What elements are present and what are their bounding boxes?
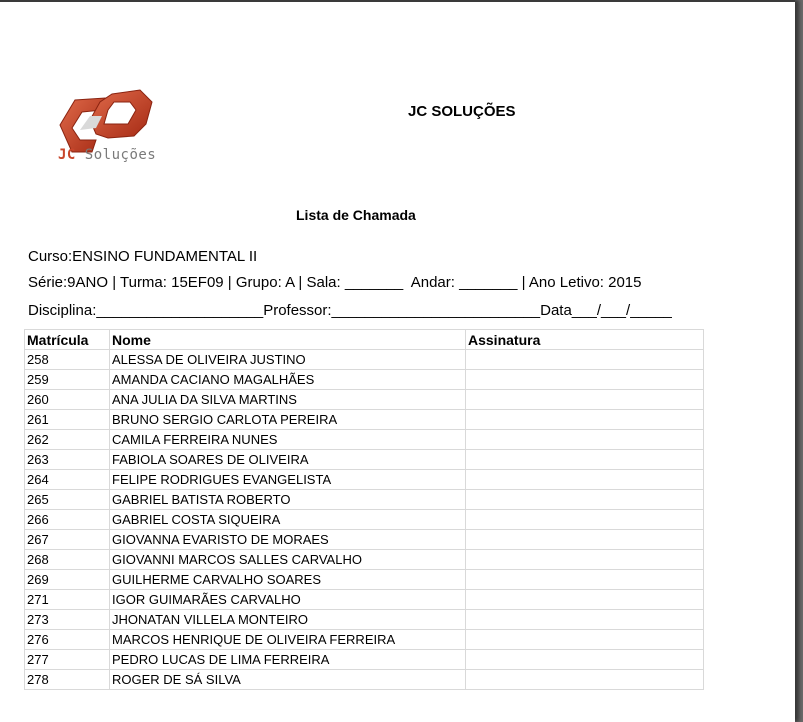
cell-matricula: 276 bbox=[25, 630, 110, 650]
attendance-table bbox=[24, 329, 704, 690]
logo-initials: JC bbox=[58, 147, 76, 163]
cell-nome: BRUNO SERGIO CARLOTA PEREIRA bbox=[110, 410, 466, 430]
table-row bbox=[25, 350, 704, 370]
table-row bbox=[25, 530, 704, 550]
cell-assinatura bbox=[466, 570, 704, 590]
cell-nome: MARCOS HENRIQUE DE OLIVEIRA FERREIRA bbox=[110, 630, 466, 650]
cell-nome: GUILHERME CARVALHO SOARES bbox=[110, 570, 466, 590]
cell-matricula: 258 bbox=[25, 350, 110, 370]
cell-nome: ANA JULIA DA SILVA MARTINS bbox=[110, 390, 466, 410]
logo-text bbox=[58, 147, 156, 163]
table-row bbox=[25, 410, 704, 430]
cell-assinatura bbox=[466, 510, 704, 530]
cell-matricula: 266 bbox=[25, 510, 110, 530]
cell-matricula: 262 bbox=[25, 430, 110, 450]
table-row bbox=[25, 450, 704, 470]
cell-assinatura bbox=[466, 490, 704, 510]
table-row bbox=[25, 470, 704, 490]
table-row bbox=[25, 590, 704, 610]
cell-assinatura bbox=[466, 610, 704, 630]
document-title: Lista de Chamada bbox=[296, 207, 416, 223]
table-row bbox=[25, 430, 704, 450]
cell-matricula: 259 bbox=[25, 370, 110, 390]
cell-matricula: 271 bbox=[25, 590, 110, 610]
cell-assinatura bbox=[466, 390, 704, 410]
cell-assinatura bbox=[466, 370, 704, 390]
cell-matricula: 269 bbox=[25, 570, 110, 590]
cell-matricula: 273 bbox=[25, 610, 110, 630]
cell-nome: AMANDA CACIANO MAGALHÃES bbox=[110, 370, 466, 390]
cell-nome: PEDRO LUCAS DE LIMA FERREIRA bbox=[110, 650, 466, 670]
cell-assinatura bbox=[466, 450, 704, 470]
cell-nome: IGOR GUIMARÃES CARVALHO bbox=[110, 590, 466, 610]
cell-matricula: 267 bbox=[25, 530, 110, 550]
logo-word: Soluções bbox=[84, 147, 157, 163]
cell-matricula: 263 bbox=[25, 450, 110, 470]
cell-assinatura bbox=[466, 350, 704, 370]
table-row bbox=[25, 390, 704, 410]
cell-assinatura bbox=[466, 410, 704, 430]
table-row bbox=[25, 510, 704, 530]
cell-nome: CAMILA FERREIRA NUNES bbox=[110, 430, 466, 450]
table-row bbox=[25, 570, 704, 590]
curso-line: Curso:ENSINO FUNDAMENTAL II bbox=[28, 248, 258, 265]
cell-matricula: 277 bbox=[25, 650, 110, 670]
company-name: JC SOLUÇÕES bbox=[408, 103, 516, 120]
cell-matricula: 264 bbox=[25, 470, 110, 490]
cell-matricula: 260 bbox=[25, 390, 110, 410]
table-row bbox=[25, 550, 704, 570]
table-row bbox=[25, 370, 704, 390]
cell-nome: ROGER DE SÁ SILVA bbox=[110, 670, 466, 690]
cell-matricula: 261 bbox=[25, 410, 110, 430]
table-header-row bbox=[25, 330, 704, 350]
table-row bbox=[25, 650, 704, 670]
cell-assinatura bbox=[466, 630, 704, 650]
table-row bbox=[25, 610, 704, 630]
cell-nome: FELIPE RODRIGUES EVANGELISTA bbox=[110, 470, 466, 490]
header-matricula: Matrícula bbox=[25, 330, 110, 350]
cell-nome: GIOVANNI MARCOS SALLES CARVALHO bbox=[110, 550, 466, 570]
cell-nome: GABRIEL BATISTA ROBERTO bbox=[110, 490, 466, 510]
cell-nome: ALESSA DE OLIVEIRA JUSTINO bbox=[110, 350, 466, 370]
cell-assinatura bbox=[466, 590, 704, 610]
disciplina-line: Disciplina:____________________Professor:_________________________Data___/___/_____ bbox=[28, 302, 672, 319]
cell-assinatura bbox=[466, 430, 704, 450]
table-row bbox=[25, 670, 704, 690]
cell-assinatura bbox=[466, 530, 704, 550]
table-row bbox=[25, 630, 704, 650]
cell-assinatura bbox=[466, 470, 704, 490]
table-row bbox=[25, 490, 704, 510]
cell-nome: GABRIEL COSTA SIQUEIRA bbox=[110, 510, 466, 530]
cell-assinatura bbox=[466, 650, 704, 670]
cell-assinatura bbox=[466, 550, 704, 570]
cell-nome: JHONATAN VILLELA MONTEIRO bbox=[110, 610, 466, 630]
cell-nome: GIOVANNA EVARISTO DE MORAES bbox=[110, 530, 466, 550]
cell-assinatura bbox=[466, 670, 704, 690]
header-assinatura: Assinatura bbox=[466, 330, 704, 350]
serie-line: Série:9ANO | Turma: 15EF09 | Grupo: A | Sala: _______ Andar: _______ | Ano Letivo: 2015 bbox=[28, 274, 642, 291]
cell-matricula: 278 bbox=[25, 670, 110, 690]
header-nome: Nome bbox=[110, 330, 466, 350]
cell-matricula: 268 bbox=[25, 550, 110, 570]
cell-matricula: 265 bbox=[25, 490, 110, 510]
cell-nome: FABIOLA SOARES DE OLIVEIRA bbox=[110, 450, 466, 470]
